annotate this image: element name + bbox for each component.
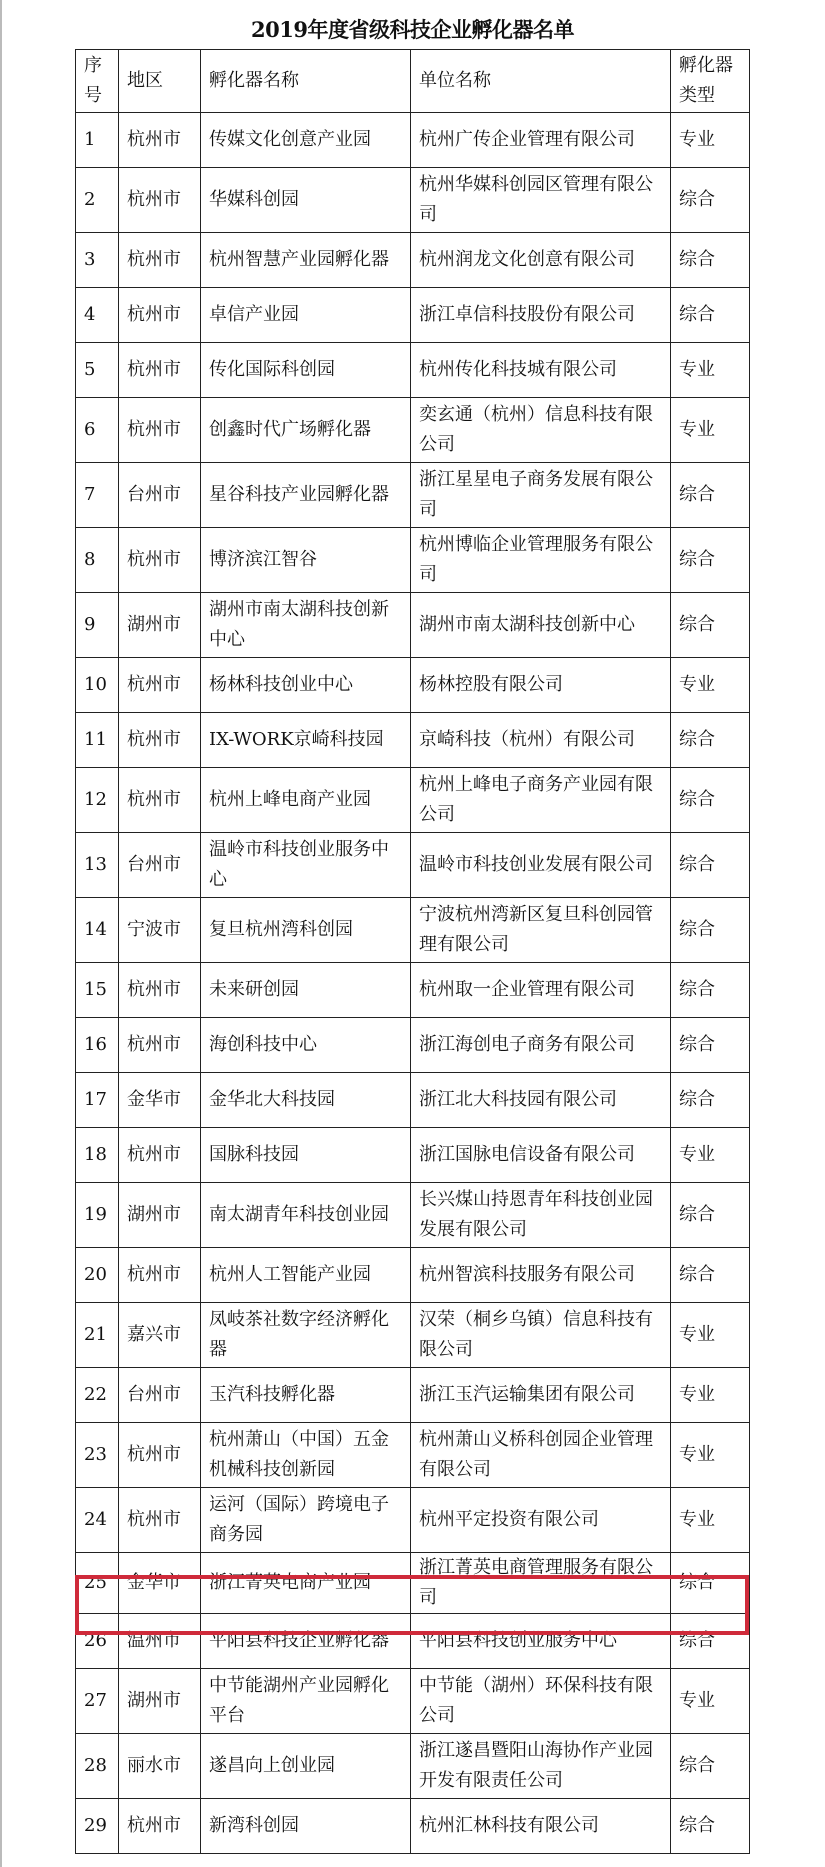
cell-unit-name: 温岭市科技创业发展有限公司: [411, 833, 671, 898]
cell-row-number: 7: [76, 463, 119, 528]
cell-region: 杭州市: [119, 398, 201, 463]
cell-incubator-type: 综合: [671, 833, 750, 898]
cell-region: 金华市: [119, 1073, 201, 1128]
cell-unit-name: 中节能（湖州）环保科技有限公司: [411, 1669, 671, 1734]
cell-incubator-name: 杭州智慧产业园孵化器: [201, 233, 411, 288]
cell-row-number: 6: [76, 398, 119, 463]
cell-incubator-name: 遂昌向上创业园: [201, 1734, 411, 1799]
cell-row-number: 11: [76, 713, 119, 768]
table-row: [76, 1248, 750, 1303]
header-type: 孵化器类型: [671, 50, 750, 113]
cell-unit-name: 浙江星星电子商务发展有限公司: [411, 463, 671, 528]
table-row: [76, 1488, 750, 1553]
cell-unit-name: 浙江玉汽运输集团有限公司: [411, 1368, 671, 1423]
cell-region: 杭州市: [119, 1423, 201, 1488]
cell-row-number: 12: [76, 768, 119, 833]
table-row: [76, 1799, 750, 1854]
cell-region: 杭州市: [119, 288, 201, 343]
cell-region: 杭州市: [119, 168, 201, 233]
cell-region: 台州市: [119, 1368, 201, 1423]
cell-unit-name: 奕玄通（杭州）信息科技有限公司: [411, 398, 671, 463]
cell-row-number: 19: [76, 1183, 119, 1248]
cell-incubator-type: 综合: [671, 1073, 750, 1128]
header-no: 序号: [76, 50, 119, 113]
cell-incubator-name: 华媒科创园: [201, 168, 411, 233]
document-title: 2019年度省级科技企业孵化器名单: [251, 17, 574, 42]
cell-unit-name: 杨林控股有限公司: [411, 658, 671, 713]
cell-incubator-name: 博济滨江智谷: [201, 528, 411, 593]
table-row: [76, 1128, 750, 1183]
cell-incubator-type: 专业: [671, 113, 750, 168]
cell-region: 嘉兴市: [119, 1303, 201, 1368]
cell-region: 杭州市: [119, 658, 201, 713]
cell-row-number: 5: [76, 343, 119, 398]
cell-unit-name: 杭州取一企业管理有限公司: [411, 963, 671, 1018]
cell-incubator-type: 综合: [671, 1018, 750, 1073]
cell-incubator-type: 综合: [671, 898, 750, 963]
table-row: [76, 1669, 750, 1734]
cell-row-number: 3: [76, 233, 119, 288]
page-edge: [0, 0, 2, 1867]
cell-unit-name: 杭州广传企业管理有限公司: [411, 113, 671, 168]
table-row: [76, 1183, 750, 1248]
table-row: [76, 343, 750, 398]
cell-incubator-type: 专业: [671, 1669, 750, 1734]
cell-incubator-type: 综合: [671, 1248, 750, 1303]
table-row: [76, 288, 750, 343]
cell-region: 杭州市: [119, 1488, 201, 1553]
cell-row-number: 14: [76, 898, 119, 963]
table-row: [76, 898, 750, 963]
cell-row-number: 22: [76, 1368, 119, 1423]
cell-incubator-type: 专业: [671, 1488, 750, 1553]
cell-row-number: 13: [76, 833, 119, 898]
cell-incubator-type: 综合: [671, 168, 750, 233]
table-row: [76, 398, 750, 463]
cell-incubator-type: 综合: [671, 233, 750, 288]
cell-incubator-name: 温岭市科技创业服务中心: [201, 833, 411, 898]
cell-incubator-type: 综合: [671, 768, 750, 833]
cell-unit-name: 杭州博临企业管理服务有限公司: [411, 528, 671, 593]
cell-region: 湖州市: [119, 593, 201, 658]
cell-incubator-type: 综合: [671, 593, 750, 658]
cell-incubator-name: 星谷科技产业园孵化器: [201, 463, 411, 528]
header-incubator-name: 孵化器名称: [201, 50, 411, 113]
table-row: [76, 233, 750, 288]
cell-row-number: 25: [76, 1553, 119, 1614]
cell-unit-name: 浙江海创电子商务有限公司: [411, 1018, 671, 1073]
table-header-row: [76, 50, 750, 113]
cell-incubator-name: 杭州萧山（中国）五金机械科技创新园: [201, 1423, 411, 1488]
cell-unit-name: 杭州华媒科创园区管理有限公司: [411, 168, 671, 233]
cell-unit-name: 杭州上峰电子商务产业园有限公司: [411, 768, 671, 833]
table-row: [76, 463, 750, 528]
cell-unit-name: 汉荣（桐乡乌镇）信息科技有限公司: [411, 1303, 671, 1368]
cell-unit-name: 宁波杭州湾新区复旦科创园管理有限公司: [411, 898, 671, 963]
cell-incubator-type: 专业: [671, 658, 750, 713]
table-row: [76, 1018, 750, 1073]
cell-region: 杭州市: [119, 713, 201, 768]
cell-incubator-name: 南太湖青年科技创业园: [201, 1183, 411, 1248]
table-row: [76, 1614, 750, 1669]
table-row: [76, 963, 750, 1018]
cell-region: 湖州市: [119, 1669, 201, 1734]
cell-incubator-name: 中节能湖州产业园孵化平台: [201, 1669, 411, 1734]
cell-region: 杭州市: [119, 768, 201, 833]
cell-unit-name: 杭州传化科技城有限公司: [411, 343, 671, 398]
cell-row-number: 9: [76, 593, 119, 658]
cell-unit-name: 浙江国脉电信设备有限公司: [411, 1128, 671, 1183]
cell-row-number: 21: [76, 1303, 119, 1368]
cell-row-number: 29: [76, 1799, 119, 1854]
cell-incubator-type: 专业: [671, 1423, 750, 1488]
header-unit-name: 单位名称: [411, 50, 671, 113]
cell-unit-name: 湖州市南太湖科技创新中心: [411, 593, 671, 658]
cell-incubator-type: 专业: [671, 1303, 750, 1368]
table-row: [76, 168, 750, 233]
cell-incubator-name: 湖州市南太湖科技创新中心: [201, 593, 411, 658]
cell-row-number: 18: [76, 1128, 119, 1183]
cell-row-number: 15: [76, 963, 119, 1018]
cell-incubator-name: 卓信产业园: [201, 288, 411, 343]
cell-unit-name: 杭州平定投资有限公司: [411, 1488, 671, 1553]
cell-incubator-type: 专业: [671, 1368, 750, 1423]
incubator-table: [75, 49, 750, 1854]
table-row: [76, 1073, 750, 1128]
cell-incubator-name: 平阳县科技企业孵化器: [201, 1614, 411, 1669]
cell-unit-name: 杭州润龙文化创意有限公司: [411, 233, 671, 288]
cell-row-number: 20: [76, 1248, 119, 1303]
cell-row-number: 16: [76, 1018, 119, 1073]
table-row: [76, 1368, 750, 1423]
cell-incubator-type: 专业: [671, 1128, 750, 1183]
cell-incubator-type: 综合: [671, 288, 750, 343]
cell-region: 杭州市: [119, 963, 201, 1018]
cell-unit-name: 杭州智滨科技服务有限公司: [411, 1248, 671, 1303]
cell-unit-name: 京崎科技（杭州）有限公司: [411, 713, 671, 768]
table-row: [76, 1423, 750, 1488]
cell-region: 杭州市: [119, 1128, 201, 1183]
cell-region: 丽水市: [119, 1734, 201, 1799]
cell-region: 台州市: [119, 463, 201, 528]
cell-incubator-type: 综合: [671, 463, 750, 528]
cell-row-number: 23: [76, 1423, 119, 1488]
cell-unit-name: 浙江北大科技园有限公司: [411, 1073, 671, 1128]
cell-incubator-name: 金华北大科技园: [201, 1073, 411, 1128]
cell-region: 杭州市: [119, 233, 201, 288]
cell-incubator-type: 综合: [671, 1734, 750, 1799]
cell-incubator-name: 创鑫时代广场孵化器: [201, 398, 411, 463]
cell-unit-name: 浙江菁英电商管理服务有限公司: [411, 1553, 671, 1614]
cell-region: 杭州市: [119, 343, 201, 398]
cell-incubator-type: 综合: [671, 1614, 750, 1669]
cell-incubator-name: 传媒文化创意产业园: [201, 113, 411, 168]
cell-incubator-name: 杨林科技创业中心: [201, 658, 411, 713]
cell-incubator-name: 新湾科创园: [201, 1799, 411, 1854]
cell-incubator-type: 综合: [671, 1553, 750, 1614]
cell-unit-name: 长兴煤山持恩青年科技创业园发展有限公司: [411, 1183, 671, 1248]
table-row: [76, 113, 750, 168]
cell-incubator-type: 综合: [671, 528, 750, 593]
cell-incubator-name: 浙江菁英电商产业园: [201, 1553, 411, 1614]
cell-unit-name: 平阳县科技创业服务中心: [411, 1614, 671, 1669]
cell-region: 金华市: [119, 1553, 201, 1614]
cell-row-number: 8: [76, 528, 119, 593]
cell-region: 温州市: [119, 1614, 201, 1669]
cell-row-number: 27: [76, 1669, 119, 1734]
table-row: [76, 1734, 750, 1799]
cell-incubator-name: 玉汽科技孵化器: [201, 1368, 411, 1423]
cell-row-number: 1: [76, 113, 119, 168]
cell-incubator-name: 杭州人工智能产业园: [201, 1248, 411, 1303]
cell-incubator-name: 复旦杭州湾科创园: [201, 898, 411, 963]
cell-incubator-name: IX-WORK京崎科技园: [201, 713, 411, 768]
cell-unit-name: 浙江卓信科技股份有限公司: [411, 288, 671, 343]
cell-region: 台州市: [119, 833, 201, 898]
table-row: [76, 593, 750, 658]
cell-incubator-type: 专业: [671, 398, 750, 463]
table-row: [76, 658, 750, 713]
table-row: [76, 528, 750, 593]
cell-row-number: 24: [76, 1488, 119, 1553]
cell-row-number: 26: [76, 1614, 119, 1669]
cell-region: 杭州市: [119, 113, 201, 168]
cell-incubator-name: 国脉科技园: [201, 1128, 411, 1183]
cell-region: 湖州市: [119, 1183, 201, 1248]
cell-incubator-name: 未来研创园: [201, 963, 411, 1018]
cell-region: 杭州市: [119, 1018, 201, 1073]
table-row: [76, 713, 750, 768]
table-row: [76, 1553, 750, 1614]
table-row: [76, 768, 750, 833]
cell-incubator-type: 综合: [671, 1183, 750, 1248]
table-row: [76, 833, 750, 898]
cell-incubator-name: 凤岐茶社数字经济孵化器: [201, 1303, 411, 1368]
cell-region: 杭州市: [119, 1248, 201, 1303]
cell-row-number: 28: [76, 1734, 119, 1799]
cell-incubator-name: 海创科技中心: [201, 1018, 411, 1073]
cell-row-number: 10: [76, 658, 119, 713]
cell-incubator-type: 专业: [671, 343, 750, 398]
cell-incubator-name: 运河（国际）跨境电子商务园: [201, 1488, 411, 1553]
cell-incubator-type: 综合: [671, 1799, 750, 1854]
cell-region: 宁波市: [119, 898, 201, 963]
cell-incubator-name: 杭州上峰电商产业园: [201, 768, 411, 833]
cell-incubator-type: 综合: [671, 713, 750, 768]
header-region: 地区: [119, 50, 201, 113]
cell-row-number: 2: [76, 168, 119, 233]
cell-region: 杭州市: [119, 1799, 201, 1854]
cell-incubator-name: 传化国际科创园: [201, 343, 411, 398]
table-row: [76, 1303, 750, 1368]
cell-unit-name: 杭州萧山义桥科创园企业管理有限公司: [411, 1423, 671, 1488]
cell-unit-name: 浙江遂昌暨阳山海协作产业园开发有限责任公司: [411, 1734, 671, 1799]
cell-region: 杭州市: [119, 528, 201, 593]
cell-row-number: 4: [76, 288, 119, 343]
cell-incubator-type: 综合: [671, 963, 750, 1018]
cell-row-number: 17: [76, 1073, 119, 1128]
cell-unit-name: 杭州汇林科技有限公司: [411, 1799, 671, 1854]
